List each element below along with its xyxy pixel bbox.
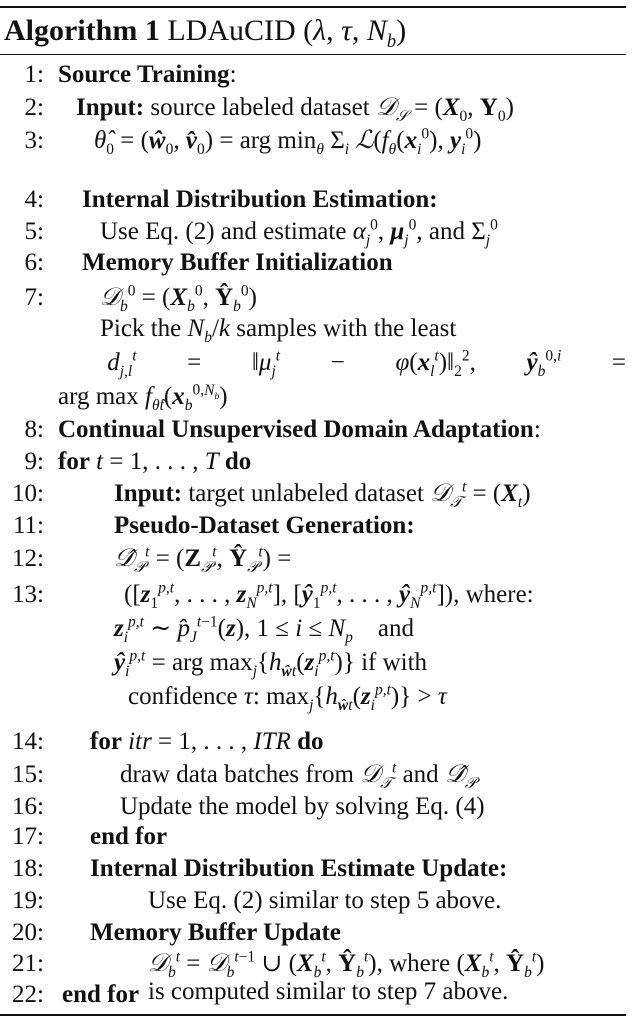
line-number: 21: (12, 950, 44, 977)
algorithm-name: LDAuCID (167, 14, 296, 47)
line-number: 12: (12, 545, 44, 572)
line-number: 9: (24, 448, 44, 475)
line-text: Use Eq. (2) similar to step 5 above. (148, 887, 502, 914)
line-number: 15: (12, 761, 44, 788)
line-text: Internal Distribution Estimation: (82, 186, 438, 213)
line-text: Use Eq. (2) and estimate $\alpha_j^0$, $\mu_j^0$, and $\Sigma_j^0$ (100, 216, 498, 249)
line-number: 18: (12, 855, 44, 882)
line-text: end for (62, 981, 140, 1008)
line-number: 14: (12, 728, 44, 755)
line-text: draw data batches from 𝒟$_𝒯^t$ and $𝒟̂_𝒫$ (120, 759, 477, 792)
line-number: 2: (24, 94, 44, 121)
algorithm-label: Algorithm 1 (4, 14, 160, 47)
line-number: 20: (12, 919, 44, 946)
line-number: 6: (24, 249, 44, 276)
line-text: 𝒟$_b^0$ = ($X_b^0$, $Ŷ_b^0$) (100, 282, 257, 315)
line-number: 10: (12, 480, 44, 507)
line-number: 7: (24, 284, 44, 311)
line-text: is computed similar to step 7 above. (148, 978, 509, 1005)
line-text: 𝒟$_b^t$ = 𝒟$_b^{t-1}$ ∪ ($X_b^t$, $Ŷ_b^t$), where ($X_b^t$, $Ŷ_b^t$) (148, 948, 545, 981)
line-text: $z_i^{p,t}$ ∼ $p̂_J^{t-1}(z)$, $1 \le i \le N_p$ and (114, 613, 414, 646)
line-text: Pick the $N_b/k$ samples with the least (100, 315, 457, 346)
line-text: Continual Unsupervised Domain Adaptation: (58, 416, 541, 443)
line-text: $𝒟̂_𝒫^t = (Z_𝒫^t$, $Ŷ_𝒫^t$) = (114, 543, 292, 576)
line-text: for itr = 1, . . . , ITR do (90, 728, 324, 755)
title-rule (0, 54, 626, 55)
line-text: $d_{j,l}^t$ = $‖\mu_j^t$ − $\varphi(x_l^t)‖_2^2$, $ŷ_b^{0,i}$ = (107, 347, 626, 380)
line-text: Memory Buffer Initialization (82, 249, 393, 276)
line-text: Source Training: (58, 61, 237, 88)
line-text: arg $\max f_{\thetât}(x_b^{0,N_b})$ (58, 381, 228, 414)
line-number: 3: (24, 127, 44, 154)
algorithm-title (4, 12, 406, 50)
line-number: 8: (24, 416, 44, 443)
line-number: 5: (24, 218, 44, 245)
line-number: 16: (12, 793, 44, 820)
line-text: Pseudo-Dataset Generation: (114, 512, 415, 539)
algorithm-params: (λ, τ, $N_b$) (303, 14, 407, 52)
line-number: 11: (12, 512, 44, 539)
bottom-rule (0, 1014, 626, 1016)
line-text: confidence τ: $\max_j\{h_{ŵt}(z_i^{p,t})\} > \tau$ (128, 681, 447, 714)
line-text: $ŷ_i^{p,t}$ = arg $\max_j\{h_{ŵt}(z_i^{p,t})\}$ if with (114, 647, 428, 680)
line-text: Memory Buffer Update (90, 919, 341, 946)
top-rule (0, 6, 626, 8)
line-text: end for (90, 823, 168, 850)
line-number: 22: (12, 981, 44, 1008)
line-text: $\thetâ_0$ = ($ŵ_0$, $v̂_0$) = arg $\min_\theta \Sigma_i$ $ℒ(f_\theta(x_i^0)$, $y_i^0$) (94, 125, 482, 158)
line-text: Input: source labeled dataset 𝒟$_𝒮$ = ($X_0$, $Y_0$) (76, 94, 514, 125)
line-number: 1: (24, 61, 44, 88)
line-number: 19: (12, 887, 44, 914)
line-number: 13: (12, 581, 44, 608)
line-text: Internal Distribution Estimate Update: (90, 855, 508, 882)
line-text: Update the model by solving Eq. (4) (120, 793, 485, 820)
line-text: for t = 1, . . . , T do (58, 448, 252, 475)
line-number: 4: (24, 186, 44, 213)
line-text: Input: target unlabeled dataset 𝒟$_𝒯^t$ = $(X_t)$ (114, 478, 531, 511)
line-text: ([$z_1^{p,t}$, . . . , $z_N^{p,t}$], [$ŷ_1^{p,t}$, . . . , $ŷ_N^{p,t}$]), where: (124, 579, 534, 612)
line-number: 17: (12, 823, 44, 850)
